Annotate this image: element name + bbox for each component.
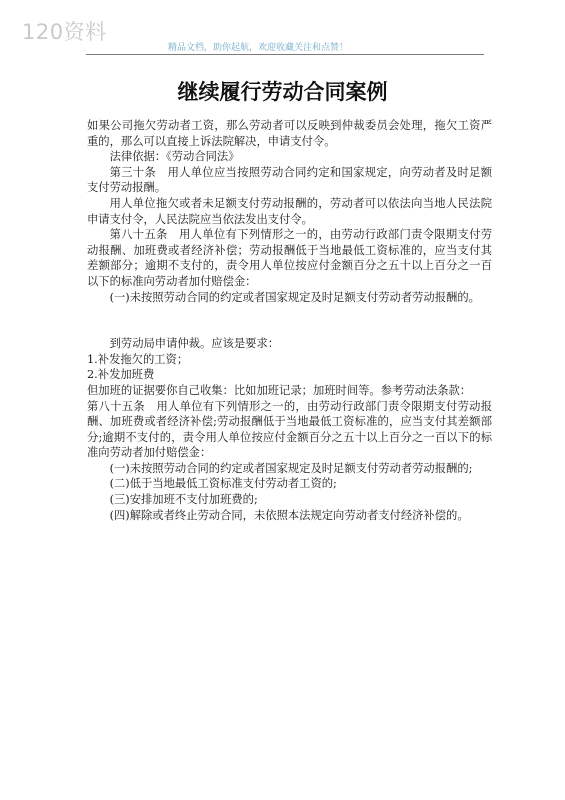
document-body	[87, 118, 492, 523]
paragraph-evidence: 但加班的证据要你自己收集：比如加班记录；加班时间等。参考劳动法条款：	[87, 383, 472, 397]
clause-item: (三)安排加班不支付加班费的;	[109, 493, 258, 507]
clause-item: (一)未按照劳动合同的约定或者国家规定及时足额支付劳动者劳动报酬的;	[109, 461, 473, 475]
paragraph-legal-basis: 法律依据：《劳动合同法》	[109, 150, 240, 164]
list-item: 2.补发加班费	[87, 368, 155, 382]
section-gap	[87, 305, 492, 336]
paragraph-intro: 如果公司拖欠劳动者工资，那么劳动者可以反映到仲裁委员会处理，拖欠工资严重的，那么可以直接上诉法院解决，申请支付令。	[87, 119, 492, 148]
paragraph-arbitration: 到劳动局申请仲裁。应该是要求：	[109, 337, 280, 351]
header-slogan: 精品文档，助你起航，欢迎收藏关注和点赞！	[168, 43, 349, 53]
clause-item: (四)解除或者终止劳动合同，未依照本法规定向劳动者支付经济补偿的。	[109, 508, 469, 522]
paragraph-article-85-repeat: 第八十五条 用人单位有下列情形之一的，由劳动行政部门责令限期支付劳动报酬、加班费或者经济补偿;劳动报酬低于当地最低工资标准的，应当支付其差额部分;逾期不支付的，责令用人单位按应付金额百分之五十以上百分之一百以下的标准向劳动者加付赔偿金：	[87, 399, 492, 460]
header-divider	[86, 54, 484, 55]
paragraph-clause-1: (一)未按照劳动合同的约定或者国家规定及时足额支付劳动者劳动报酬的。	[109, 290, 480, 304]
paragraph-article-30: 第三十条 用人单位应当按照劳动合同约定和国家规定，向劳动者及时足额支付劳动报酬。	[87, 165, 492, 195]
clause-item: (二)低于当地最低工资标准支付劳动者工资的;	[109, 477, 337, 491]
paragraph-article-85: 第八十五条 用人单位有下列情形之一的，由劳动行政部门责令限期支付劳动报酬、加班费或者经济补偿；劳动报酬低于当地最低工资标准的，应当支付其差额部分；逾期不支付的，责令用人单位按应付金额百分之五十以上百分之一百以下的标准向劳动者加付赔偿金：	[87, 228, 492, 288]
document-title: 继续履行劳动合同案例	[177, 80, 388, 104]
watermark-logo: 120资料	[22, 20, 107, 44]
list-item: 1.补发拖欠的工资；	[87, 352, 189, 366]
paragraph-payment-order: 用人单位拖欠或者未足额支付劳动报酬的，劳动者可以依法向当地人民法院申请支付令，人民法院应当依法发出支付令。	[87, 196, 492, 226]
